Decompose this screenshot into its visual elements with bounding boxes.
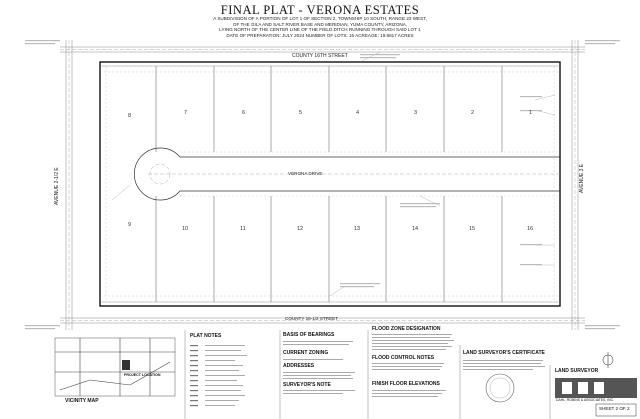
lot-label: 14 xyxy=(412,226,419,232)
flood-zone-header: FLOOD ZONE DESIGNATION xyxy=(372,326,441,332)
lot-label: 6 xyxy=(242,110,246,116)
lot-label: 9 xyxy=(128,222,132,228)
vicinity-map-drawing xyxy=(55,338,175,396)
lot-label: 13 xyxy=(354,226,361,232)
subtitle-line-4: DATE OF PREPARATION: JULY 2024 NUMBER OF LOTS: 16 ACREAGE: 19.8817 ACRES xyxy=(226,32,414,38)
street-north: COUNTY 16TH STREET xyxy=(292,53,348,59)
surveyors-note-header: SURVEYOR'S NOTE xyxy=(283,382,331,388)
vicinity-map-header: VICINITY MAP xyxy=(65,398,99,404)
street-east: AVENUE 3 E xyxy=(579,163,585,193)
surveyor-seal xyxy=(486,374,514,402)
plat-title: FINAL PLAT - VERONA ESTATES xyxy=(220,3,420,17)
lot-label: 3 xyxy=(414,110,418,116)
land-surveyor-header: LAND SURVEYOR xyxy=(555,368,599,374)
addresses-header: ADDRESSES xyxy=(283,363,315,369)
lot-label: 12 xyxy=(297,226,304,232)
subtitle-line-2: OF THE GILA AND SALT RIVER BASE AND MERIDIAN, YUMA COUNTY, ARIZONA, xyxy=(232,21,408,27)
firm-name: DAHL, ROBINS & ASSOCIATES, INC. xyxy=(556,398,614,402)
lot-label: 1 xyxy=(529,110,533,116)
lot-label: 15 xyxy=(469,226,476,232)
lot-label: 4 xyxy=(356,110,360,116)
current-zoning-header: CURRENT ZONING xyxy=(283,350,329,356)
lot-label: 10 xyxy=(182,226,189,232)
basis-of-bearings-header: BASIS OF BEARINGS xyxy=(283,332,335,338)
lot-label: 7 xyxy=(184,110,188,116)
street-west: AVENUE 2-1/2 E xyxy=(54,167,60,205)
lot-label: 2 xyxy=(471,110,475,116)
lot-label: 8 xyxy=(128,113,132,119)
plat-notes-header: PLAT NOTES xyxy=(190,333,222,339)
lot-label: 16 xyxy=(527,226,534,232)
finish-floor-header: FINISH FLOOR ELEVATIONS xyxy=(372,381,440,387)
street-south: COUNTY 16-1/2 STREET xyxy=(285,316,339,321)
subtitle-line-3: LYING NORTH OF THE CENTER LINE OF THE FIELD DITCH RUNNING THROUGH SAID LOT 1 xyxy=(219,27,421,32)
lot-label: 5 xyxy=(299,110,303,116)
street-verona-drive: VERONA DRIVE xyxy=(288,171,323,176)
project-location-label: PROJECT LOCATION xyxy=(124,373,161,377)
sheet-number: SHEET 2 OF 2 xyxy=(599,406,630,411)
lot-label: 11 xyxy=(240,226,246,232)
north-arrow xyxy=(603,352,613,368)
land-surveyors-certificate-header: LAND SURVEYOR'S CERTIFICATE xyxy=(463,350,545,356)
subtitle-line-1: A SUBDIVISION OF A PORTION OF LOT 1 OF SECTION 2, TOWNSHIP 10 SOUTH, RANGE 23 WEST, xyxy=(213,16,427,21)
flood-control-header: FLOOD CONTROL NOTES xyxy=(372,355,435,361)
